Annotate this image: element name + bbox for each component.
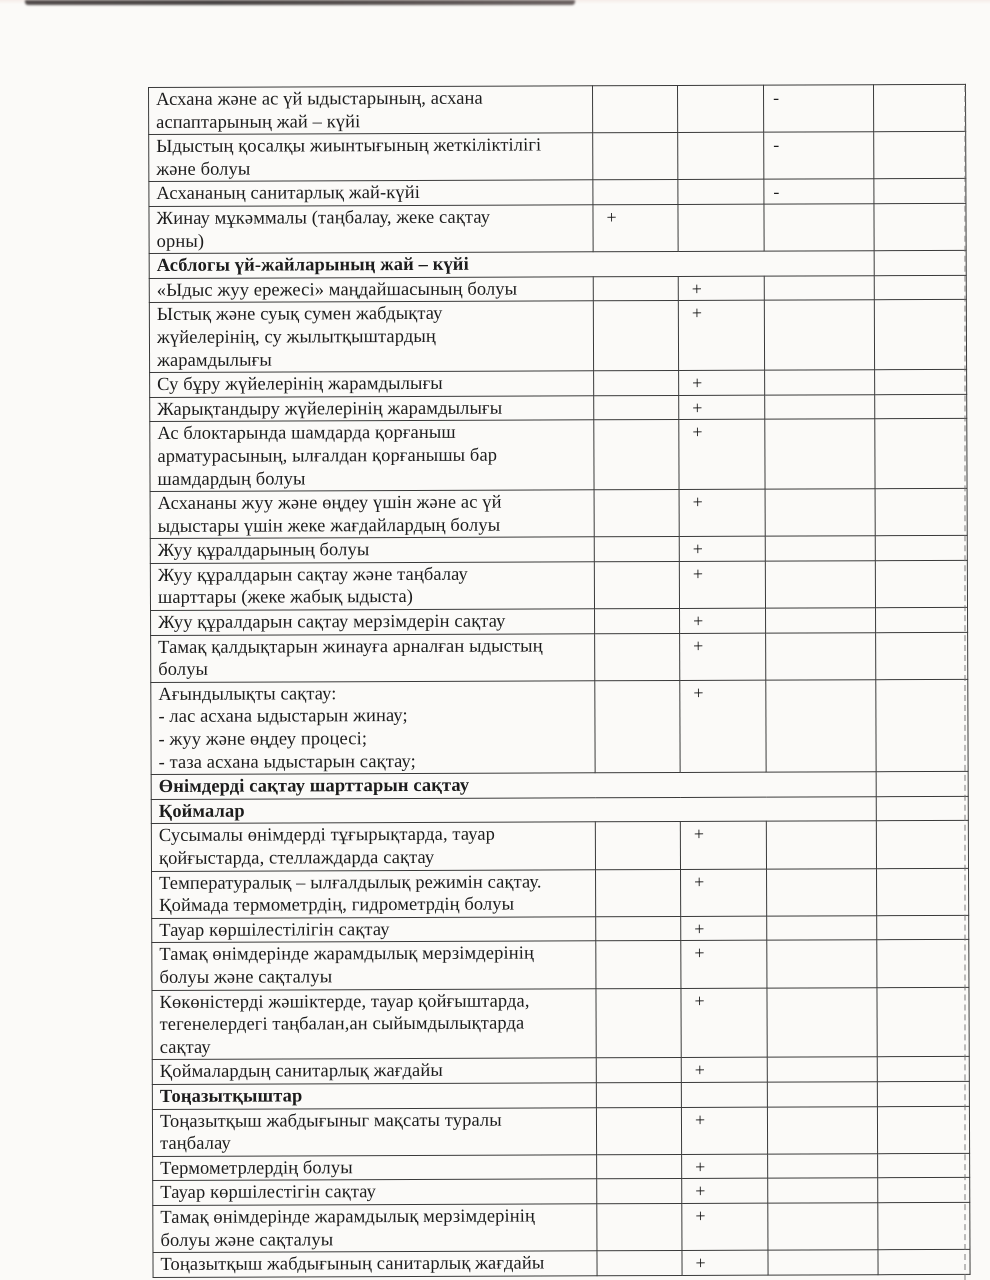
empty-mark-cell [874, 179, 966, 204]
plus-mark-cell: + [679, 419, 765, 489]
empty-mark-cell [765, 419, 875, 489]
row-label: Жуу құралдарын сақтау мерзімдерін сақтау [151, 609, 595, 635]
empty-mark-cell [877, 868, 969, 916]
section-row [151, 796, 968, 824]
row-label: Су бұру жүйелерінің жарамдылығы [150, 371, 594, 397]
row-label: Жарықтандыру жүйелерінің жарамдылығы [150, 396, 594, 422]
empty-mark-cell [596, 988, 681, 1058]
plus-mark-cell: + [682, 1250, 768, 1275]
empty-mark-cell [875, 536, 967, 561]
plus-mark-cell: + [682, 1178, 768, 1203]
empty-mark-cell [876, 607, 968, 632]
plus-mark-cell: + [593, 204, 678, 252]
empty-mark-cell [767, 915, 877, 940]
plus-mark-cell: + [681, 916, 767, 941]
empty-mark-cell [877, 915, 969, 940]
empty-mark-cell [874, 203, 966, 251]
plus-mark-cell: + [681, 1057, 767, 1082]
empty-mark-cell [595, 609, 680, 634]
row-label: Тауар көршілестігін сақтау [153, 1179, 597, 1205]
plus-mark-cell: + [679, 561, 765, 609]
minus-mark-cell: - [764, 179, 874, 204]
empty-mark-cell [597, 1154, 682, 1179]
empty-mark-cell [678, 180, 764, 205]
table-row [150, 369, 967, 397]
table-row [152, 987, 969, 1060]
empty-mark-cell [768, 1203, 878, 1251]
plus-mark-cell: + [679, 489, 765, 537]
row-label: Ыдыстың қосалқы жиынтығының жеткіліктілігі және болуы [149, 133, 593, 182]
minus-mark-cell: - [764, 132, 874, 180]
empty-mark-cell [767, 987, 877, 1057]
table-row [153, 1202, 970, 1252]
empty-mark-cell [768, 1178, 878, 1203]
table-row [151, 679, 968, 775]
plus-mark-cell: + [681, 1107, 767, 1155]
section-title: Қоймалар [151, 797, 876, 824]
plus-mark-cell: + [682, 1154, 768, 1179]
scan-artifact-top-bar [25, 0, 575, 5]
row-label: Тоңазытқыш жабдығыныг мақсаты туралы таңбалау [152, 1107, 596, 1156]
section-row [151, 772, 968, 800]
empty-mark-cell [875, 419, 967, 489]
empty-mark-cell [594, 561, 679, 609]
empty-mark-cell [593, 301, 678, 371]
section-row [152, 1081, 969, 1109]
row-label: Тамақ қалдықтарын жинауға арналған ыдыстың болуы [151, 633, 595, 682]
table-row [150, 394, 967, 422]
table-row [150, 536, 967, 564]
empty-mark-cell [595, 822, 680, 870]
section-title: Асблогы үй-жайларының жай – күйі [149, 251, 874, 278]
empty-mark-cell [765, 536, 875, 561]
table-row [149, 84, 966, 134]
empty-mark-cell [595, 633, 680, 681]
empty-mark-cell [767, 1106, 877, 1154]
empty-mark-cell [875, 560, 967, 608]
row-label: Жуу құралдарының болуы [150, 537, 594, 563]
empty-mark-cell [596, 1107, 681, 1155]
plus-mark-cell: + [681, 988, 767, 1058]
scan-artifact-fold-line [964, 86, 966, 1280]
plus-mark-cell: + [679, 536, 765, 561]
empty-mark-cell [764, 204, 874, 252]
table-row [149, 275, 966, 303]
empty-mark-cell [877, 987, 969, 1057]
row-label: Асхананы жуу және өңдеу үшін және ас үй ыдыстары үшін жеке жағдайлардың болуы [150, 490, 594, 539]
empty-mark-cell [877, 1057, 969, 1082]
empty-mark-cell [874, 251, 966, 276]
plus-mark-cell: + [679, 395, 765, 420]
plus-mark-cell: + [680, 822, 766, 870]
empty-mark-cell [593, 133, 678, 181]
empty-mark-cell [765, 489, 875, 537]
empty-mark-cell [876, 796, 968, 821]
empty-mark-cell [767, 940, 877, 988]
table-row [149, 203, 966, 253]
minus-mark-cell: - [763, 85, 873, 133]
empty-mark-cell [596, 941, 681, 989]
row-label: Сусымалы өнімдерді тұғырықтарда, тауар қойғыстарда, стеллаждарда сақтау [151, 822, 595, 871]
plus-mark-cell: + [681, 869, 767, 917]
table-row [150, 488, 967, 538]
empty-mark-cell [875, 369, 967, 394]
empty-mark-cell [766, 608, 876, 633]
plus-mark-cell: + [680, 680, 766, 773]
empty-mark-cell [765, 561, 875, 609]
empty-mark-cell [597, 1203, 682, 1251]
plus-mark-cell: + [678, 300, 764, 370]
table-body [149, 84, 971, 1277]
row-label: Тауар көршілестілігін сақтау [152, 917, 596, 943]
plus-mark-cell: + [680, 633, 766, 681]
empty-mark-cell [878, 1249, 970, 1274]
empty-mark-cell [594, 395, 679, 420]
plus-mark-cell: + [682, 1203, 768, 1251]
empty-mark-cell [765, 394, 875, 419]
empty-mark-cell [768, 1153, 878, 1178]
empty-mark-cell [593, 276, 678, 301]
empty-mark-cell [873, 84, 965, 132]
table-row [152, 1057, 969, 1085]
plus-mark-cell: + [679, 370, 765, 395]
empty-mark-cell [595, 680, 680, 773]
plus-mark-cell: + [678, 276, 764, 301]
empty-mark-cell [766, 821, 876, 869]
empty-mark-cell [764, 300, 874, 370]
plus-mark-cell: + [681, 941, 767, 989]
empty-mark-cell [875, 488, 967, 536]
row-label: Асхананың санитарлық жай-күйі [149, 180, 593, 206]
row-label: Тамақ өнімдерінде жарамдылық мерзімдерінің болуы және сақталуы [152, 941, 596, 990]
empty-mark-cell [681, 1082, 767, 1107]
section-title: Тоңазытқыштар [152, 1083, 596, 1109]
empty-mark-cell [766, 632, 876, 680]
empty-mark-cell [596, 916, 681, 941]
row-label: Көкөністерді жәшіктерде, тауар қойғыштарда, тегенелердегі таңбалан,ан сыйымдылықтарда сақтау [152, 988, 596, 1059]
empty-mark-cell [767, 868, 877, 916]
empty-mark-cell [678, 204, 764, 252]
row-label: Асхана және ас үй ыдыстарының, асхана аспаптарының жай – күйі [149, 86, 593, 135]
empty-mark-cell [594, 537, 679, 562]
row-label: Қоймалардың санитарлық жағдайы [152, 1058, 596, 1084]
row-label: Ағындылықты сақтау: - лас асхана ыдыстарын жинау; - жуу және өңдеу процесі; - таза асхана ыдыстарын сақтау; [151, 681, 595, 775]
empty-mark-cell [877, 1081, 969, 1106]
empty-mark-cell [878, 1178, 970, 1203]
table-row [150, 560, 967, 610]
table-row [151, 632, 968, 682]
empty-mark-cell [764, 275, 874, 300]
empty-mark-cell [596, 869, 681, 917]
empty-mark-cell [594, 371, 679, 396]
row-label: «Ыдыс жуу ережесі» маңдайшасының болуы [149, 277, 593, 303]
empty-mark-cell [594, 420, 679, 490]
row-label: Тоңазытқыш жабдығының санитарлық жағдайы [153, 1251, 597, 1277]
empty-mark-cell [766, 680, 876, 773]
table-row [150, 419, 967, 492]
table-row [152, 940, 969, 990]
empty-mark-cell [876, 772, 968, 797]
row-label: Температуралық – ылғалдылық режимін сақтау. Қоймада термометрдің, гидрометрдің болуы [152, 869, 596, 918]
row-label: Термометрлердің болуы [153, 1155, 597, 1181]
table-row [152, 1106, 969, 1156]
empty-mark-cell [878, 1153, 970, 1178]
empty-mark-cell [876, 679, 968, 772]
empty-mark-cell [593, 180, 678, 205]
section-row [149, 251, 966, 279]
empty-mark-cell [765, 370, 875, 395]
table-row [152, 868, 969, 918]
table-row [151, 821, 968, 871]
row-label: Ас блоктарында шамдарда қорғаныш арматурасының, ылғалдан қорғанышы бар шамдардың болуы [150, 420, 594, 491]
row-label: Жинау мұкәммалы (таңбалау, жеке сақтау орны) [149, 205, 593, 254]
empty-mark-cell [876, 821, 968, 869]
row-label: Жуу құралдарын сақтау және таңбалау шарттары (жеке жабық ыдыста) [150, 562, 594, 611]
empty-mark-cell [767, 1082, 877, 1107]
empty-mark-cell [874, 275, 966, 300]
empty-mark-cell [878, 1202, 970, 1250]
section-title: Өнімдерді сақтау шарттарын сақтау [151, 772, 876, 799]
empty-mark-cell [874, 132, 966, 180]
table-row [153, 1249, 970, 1277]
table-row [152, 915, 969, 943]
row-label: Ыстық және суық сумен жабдықтау жүйелерінің, су жылытқыштардың жарамдылығы [149, 301, 593, 372]
empty-mark-cell [767, 1057, 877, 1082]
empty-mark-cell [597, 1179, 682, 1204]
empty-mark-cell [597, 1251, 682, 1276]
empty-mark-cell [877, 1106, 969, 1154]
empty-mark-cell [594, 490, 679, 538]
table-row [149, 300, 966, 373]
empty-mark-cell [677, 85, 763, 133]
empty-mark-cell [877, 940, 969, 988]
row-label: Тамақ өнімдерінде жарамдылық мерзімдерінің болуы және сақталуы [153, 1204, 597, 1253]
table-row [149, 132, 966, 182]
table-row [151, 607, 968, 635]
table-row [149, 179, 966, 207]
table-row [153, 1153, 970, 1181]
table-row [153, 1178, 970, 1206]
empty-mark-cell [592, 85, 677, 133]
empty-mark-cell [678, 132, 764, 180]
empty-mark-cell [876, 632, 968, 680]
empty-mark-cell [874, 300, 966, 370]
plus-mark-cell: + [680, 608, 766, 633]
checklist-table [148, 84, 971, 1278]
empty-mark-cell [596, 1082, 681, 1107]
empty-mark-cell [768, 1250, 878, 1275]
empty-mark-cell [596, 1058, 681, 1083]
empty-mark-cell [875, 394, 967, 419]
